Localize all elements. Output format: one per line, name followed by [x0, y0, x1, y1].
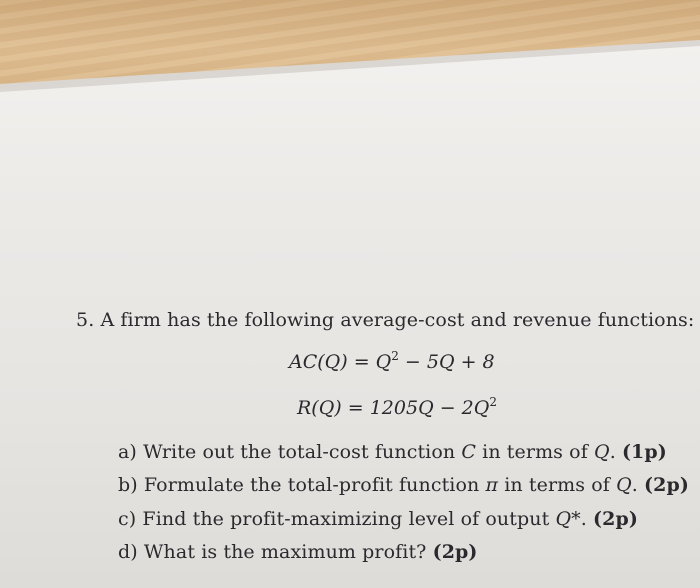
problem-number: 5. — [76, 309, 95, 331]
r-rhs-a: = 1205Q − 2Q — [341, 397, 490, 419]
part-b-math-a: π — [485, 474, 499, 496]
part-c-text-b: . — [580, 508, 594, 530]
part-a-text-b: in terms of — [476, 441, 594, 463]
part-b-text-c: . — [631, 474, 645, 496]
part-d — [118, 541, 478, 563]
average-cost-equation — [289, 351, 495, 373]
part-a-label: a) — [118, 441, 137, 463]
part-a-math-b: Q — [594, 441, 610, 463]
part-d-points: (2p) — [432, 541, 478, 563]
part-a-points: (1p) — [621, 441, 667, 463]
part-c-text-a: Find the profit-maximizing level of output — [142, 508, 556, 530]
part-b — [118, 474, 689, 496]
part-a — [118, 441, 667, 463]
part-c-label: c) — [118, 508, 137, 530]
part-b-text-b: in terms of — [498, 474, 617, 496]
r-lhs: R(Q) — [297, 397, 342, 419]
ac-rhs-a: = Q — [347, 351, 392, 373]
part-b-text-a: Formulate the total-profit function — [143, 474, 486, 496]
part-a-text-a: Write out the total-cost function — [143, 441, 462, 463]
part-a-text-c: . — [609, 441, 622, 463]
part-c — [118, 508, 638, 530]
part-d-text-a: What is the maximum profit? — [143, 541, 433, 563]
part-c-points: (2p) — [593, 508, 638, 530]
ac-exponent: 2 — [391, 349, 399, 363]
part-a-math-a: C — [461, 441, 477, 463]
problem-statement — [76, 309, 694, 331]
revenue-equation — [297, 397, 497, 419]
problem-intro: A firm has the following average-cost and revenue functions: — [100, 309, 695, 331]
r-exponent: 2 — [489, 395, 497, 409]
part-b-points: (2p) — [644, 474, 689, 496]
part-b-math-b: Q — [616, 474, 632, 496]
part-b-label: b) — [118, 474, 138, 496]
ac-rhs-b: − 5Q + 8 — [398, 351, 495, 373]
ac-lhs: AC(Q) — [289, 351, 348, 373]
part-c-math-a: Q* — [555, 508, 581, 530]
part-d-label: d) — [118, 541, 138, 563]
